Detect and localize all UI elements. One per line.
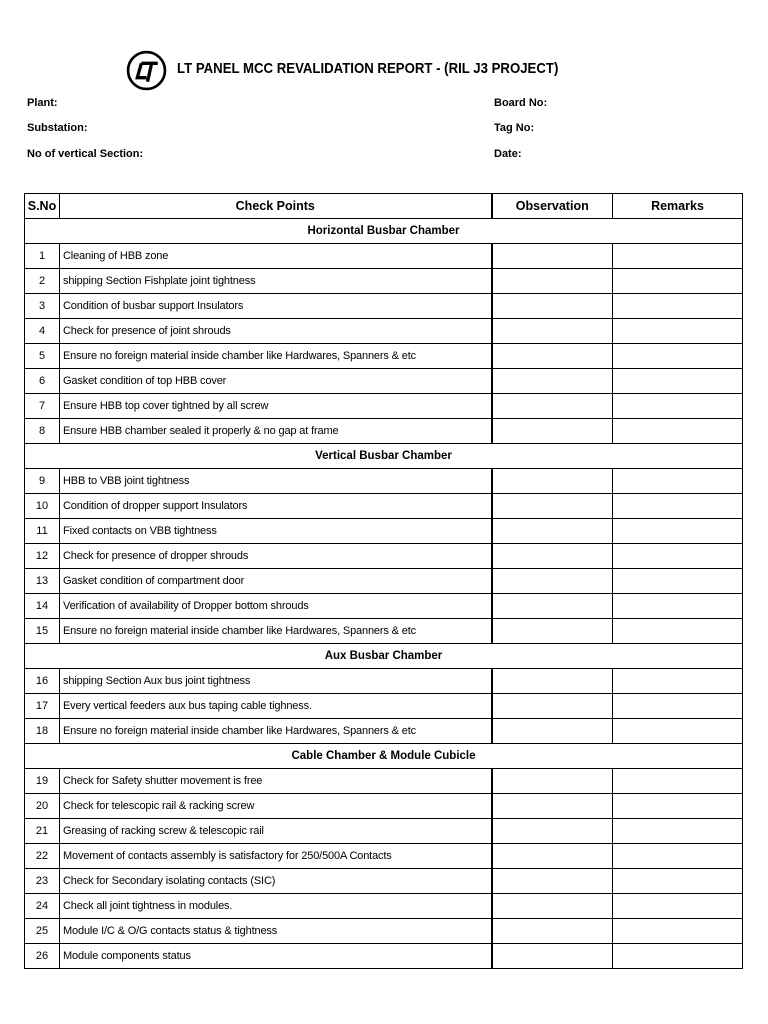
column-header-observation: Observation: [492, 194, 613, 219]
remarks-cell: [613, 494, 743, 519]
remarks-cell: [613, 894, 743, 919]
observation-cell: [492, 294, 613, 319]
observation-cell: [492, 244, 613, 269]
table-row: [25, 544, 743, 569]
sno-cell: 8: [25, 419, 60, 444]
sno-cell: 20: [25, 794, 60, 819]
table-row: [25, 844, 743, 869]
check-point-cell: Check all joint tightness in modules.: [60, 894, 492, 919]
sno-cell: 21: [25, 819, 60, 844]
remarks-cell: [613, 844, 743, 869]
check-point-cell: Greasing of racking screw & telescopic rail: [60, 819, 492, 844]
lt-logo-icon: [126, 50, 167, 91]
sno-cell: 6: [25, 369, 60, 394]
sno-cell: 3: [25, 294, 60, 319]
remarks-cell: [613, 869, 743, 894]
observation-cell: [492, 419, 613, 444]
remarks-cell: [613, 319, 743, 344]
table-row: [25, 694, 743, 719]
observation-cell: [492, 319, 613, 344]
check-point-cell: HBB to VBB joint tightness: [60, 469, 492, 494]
section-title: Horizontal Busbar Chamber: [25, 219, 743, 244]
table-row: [25, 394, 743, 419]
table-row: [25, 594, 743, 619]
tag-no-label: Tag No:: [494, 122, 535, 134]
observation-cell: [492, 494, 613, 519]
observation-cell: [492, 944, 613, 969]
observation-cell: [492, 894, 613, 919]
section-row: [25, 444, 743, 469]
sno-cell: 12: [25, 544, 60, 569]
table-row: [25, 369, 743, 394]
table-row: [25, 519, 743, 544]
table-row: [25, 419, 743, 444]
column-header-check-points: Check Points: [60, 194, 492, 219]
check-point-cell: Condition of dropper support Insulators: [60, 494, 492, 519]
table-row: [25, 569, 743, 594]
remarks-cell: [613, 244, 743, 269]
check-point-cell: Movement of contacts assembly is satisfactory for 250/500A Contacts: [60, 844, 492, 869]
remarks-cell: [613, 469, 743, 494]
observation-cell: [492, 344, 613, 369]
sno-cell: 26: [25, 944, 60, 969]
remarks-cell: [613, 269, 743, 294]
remarks-cell: [613, 769, 743, 794]
check-point-cell: Condition of busbar support Insulators: [60, 294, 492, 319]
table-row: [25, 669, 743, 694]
table-row: [25, 469, 743, 494]
remarks-cell: [613, 519, 743, 544]
remarks-cell: [613, 919, 743, 944]
remarks-cell: [613, 619, 743, 644]
vertical-section-count-label: No of vertical Section:: [27, 148, 144, 160]
remarks-cell: [613, 344, 743, 369]
check-point-cell: shipping Section Aux bus joint tightness: [60, 669, 492, 694]
table-row: [25, 894, 743, 919]
observation-cell: [492, 369, 613, 394]
sno-cell: 4: [25, 319, 60, 344]
observation-cell: [492, 394, 613, 419]
table-row: [25, 269, 743, 294]
remarks-cell: [613, 544, 743, 569]
section-title: Cable Chamber & Module Cubicle: [25, 744, 743, 769]
remarks-cell: [613, 819, 743, 844]
sno-cell: 7: [25, 394, 60, 419]
date-label: Date:: [494, 148, 522, 160]
column-header-remarks: Remarks: [613, 194, 743, 219]
table-row: [25, 869, 743, 894]
observation-cell: [492, 769, 613, 794]
remarks-cell: [613, 944, 743, 969]
checklist-table: [24, 193, 743, 969]
remarks-cell: [613, 719, 743, 744]
sno-cell: 18: [25, 719, 60, 744]
table-row: [25, 719, 743, 744]
check-point-cell: Gasket condition of top HBB cover: [60, 369, 492, 394]
report-title: LT PANEL MCC REVALIDATION REPORT - (RIL J3 PROJECT): [177, 60, 559, 77]
sno-cell: 23: [25, 869, 60, 894]
check-point-cell: Ensure no foreign material inside chamber like Hardwares, Spanners & etc: [60, 344, 492, 369]
observation-cell: [492, 844, 613, 869]
remarks-cell: [613, 569, 743, 594]
table-row: [25, 819, 743, 844]
observation-cell: [492, 469, 613, 494]
check-point-cell: shipping Section Fishplate joint tightness: [60, 269, 492, 294]
column-header-sno: S.No: [25, 194, 60, 219]
sno-cell: 25: [25, 919, 60, 944]
observation-cell: [492, 269, 613, 294]
check-point-cell: Verification of availability of Dropper bottom shrouds: [60, 594, 492, 619]
observation-cell: [492, 719, 613, 744]
observation-cell: [492, 619, 613, 644]
table-row: [25, 494, 743, 519]
board-no-label: Board No:: [494, 97, 548, 109]
check-point-cell: Check for presence of joint shrouds: [60, 319, 492, 344]
observation-cell: [492, 569, 613, 594]
check-point-cell: Ensure HBB top cover tightned by all screw: [60, 394, 492, 419]
sno-cell: 2: [25, 269, 60, 294]
observation-cell: [492, 519, 613, 544]
table-row: [25, 244, 743, 269]
sno-cell: 14: [25, 594, 60, 619]
check-point-cell: Check for presence of dropper shrouds: [60, 544, 492, 569]
section-row: [25, 644, 743, 669]
sno-cell: 15: [25, 619, 60, 644]
substation-label: Substation:: [27, 122, 88, 134]
table-row: [25, 294, 743, 319]
observation-cell: [492, 819, 613, 844]
remarks-cell: [613, 694, 743, 719]
table-row: [25, 344, 743, 369]
table-row: [25, 919, 743, 944]
check-point-cell: Ensure HBB chamber sealed it properly & no gap at frame: [60, 419, 492, 444]
check-point-cell: Fixed contacts on VBB tightness: [60, 519, 492, 544]
observation-cell: [492, 669, 613, 694]
observation-cell: [492, 544, 613, 569]
check-point-cell: Check for Secondary isolating contacts (SIC): [60, 869, 492, 894]
sno-cell: 5: [25, 344, 60, 369]
observation-cell: [492, 594, 613, 619]
check-point-cell: Check for telescopic rail & racking screw: [60, 794, 492, 819]
sno-cell: 9: [25, 469, 60, 494]
section-row: [25, 744, 743, 769]
sno-cell: 17: [25, 694, 60, 719]
observation-cell: [492, 694, 613, 719]
section-row: [25, 219, 743, 244]
section-title: Aux Busbar Chamber: [25, 644, 743, 669]
table-row: [25, 794, 743, 819]
remarks-cell: [613, 594, 743, 619]
remarks-cell: [613, 794, 743, 819]
sno-cell: 19: [25, 769, 60, 794]
observation-cell: [492, 794, 613, 819]
check-point-cell: Every vertical feeders aux bus taping cable tighness.: [60, 694, 492, 719]
sno-cell: 16: [25, 669, 60, 694]
table-row: [25, 769, 743, 794]
section-title: Vertical Busbar Chamber: [25, 444, 743, 469]
check-point-cell: Module components status: [60, 944, 492, 969]
check-point-cell: Gasket condition of compartment door: [60, 569, 492, 594]
sno-cell: 11: [25, 519, 60, 544]
table-row: [25, 944, 743, 969]
plant-label: Plant:: [27, 97, 58, 109]
sno-cell: 1: [25, 244, 60, 269]
sno-cell: 10: [25, 494, 60, 519]
table-row: [25, 619, 743, 644]
table-row: [25, 319, 743, 344]
sno-cell: 13: [25, 569, 60, 594]
check-point-cell: Check for Safety shutter movement is free: [60, 769, 492, 794]
check-point-cell: Cleaning of HBB zone: [60, 244, 492, 269]
observation-cell: [492, 869, 613, 894]
sno-cell: 24: [25, 894, 60, 919]
table-header-row: [25, 194, 743, 219]
check-point-cell: Ensure no foreign material inside chamber like Hardwares, Spanners & etc: [60, 619, 492, 644]
remarks-cell: [613, 419, 743, 444]
check-point-cell: Ensure no foreign material inside chamber like Hardwares, Spanners & etc: [60, 719, 492, 744]
observation-cell: [492, 919, 613, 944]
remarks-cell: [613, 294, 743, 319]
remarks-cell: [613, 369, 743, 394]
remarks-cell: [613, 394, 743, 419]
remarks-cell: [613, 669, 743, 694]
sno-cell: 22: [25, 844, 60, 869]
check-point-cell: Module I/C & O/G contacts status & tightness: [60, 919, 492, 944]
table-body: [25, 219, 743, 969]
